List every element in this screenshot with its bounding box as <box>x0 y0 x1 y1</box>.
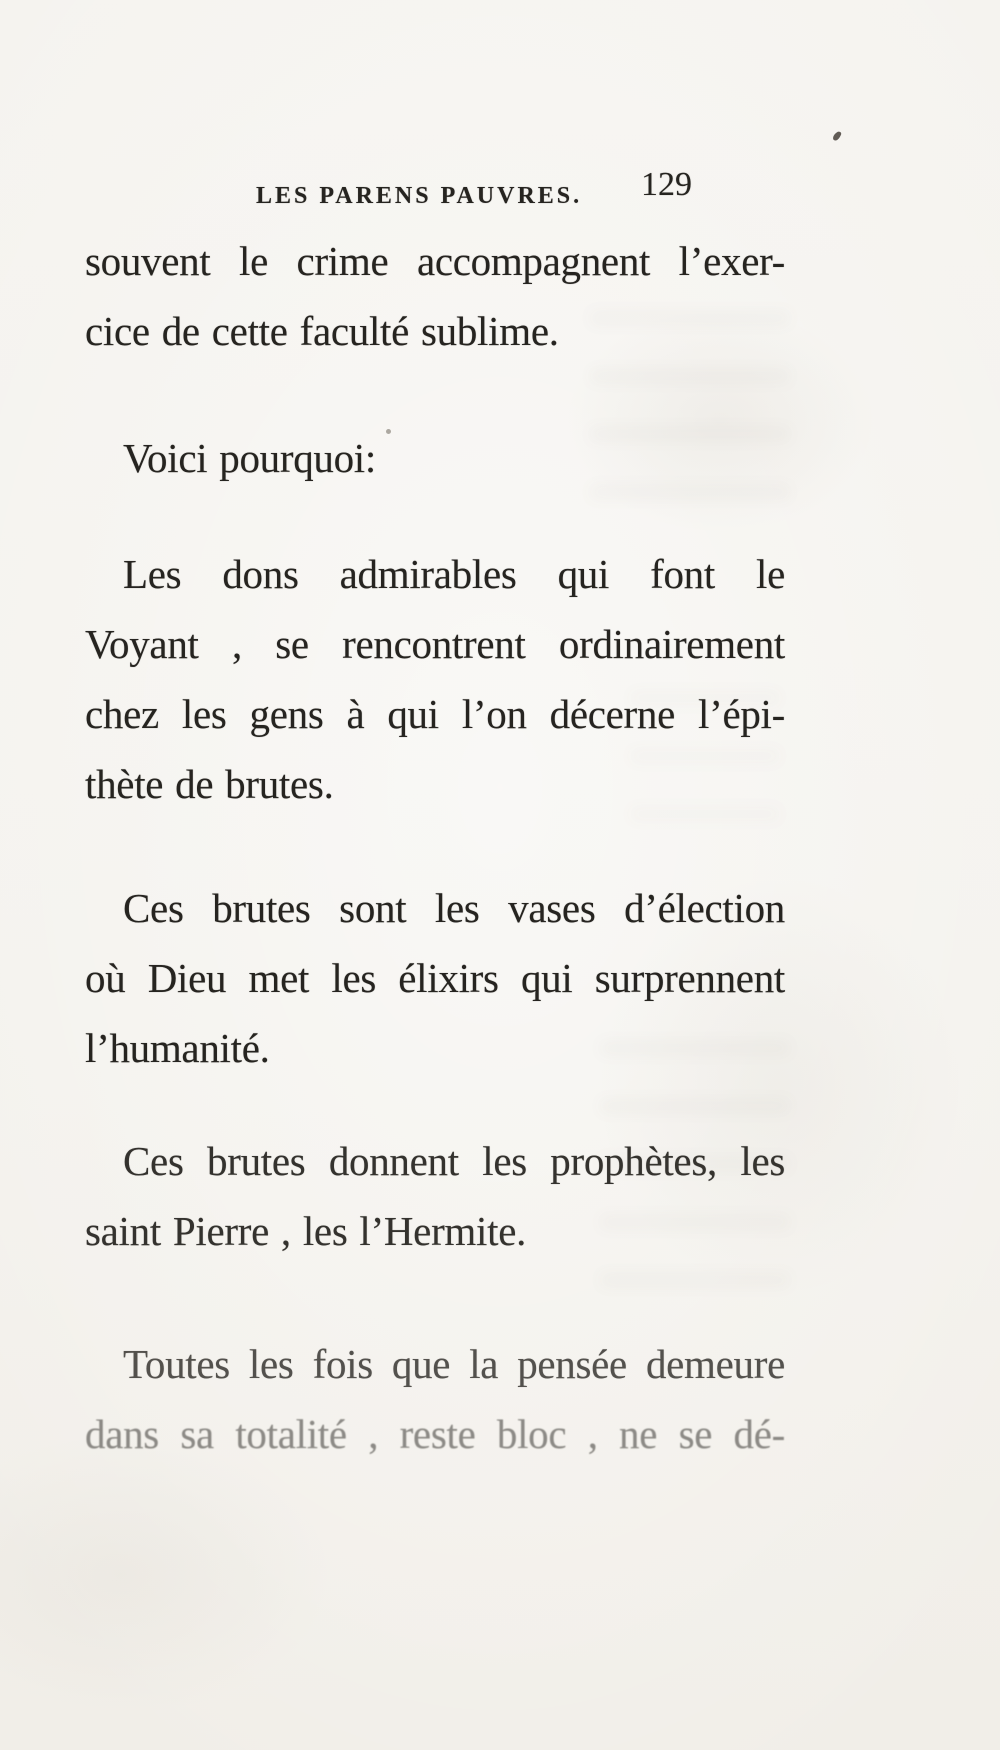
text-line: chez les gens à qui l’on décerne l’épi- <box>85 691 785 737</box>
text-line: Ces brutes sont les vases d’élection <box>123 885 785 931</box>
text-line: souvent le crime accompagnent l’exer- <box>85 238 785 284</box>
text-line: saint Pierre , les l’Hermite. <box>85 1208 527 1254</box>
paragraph-2 <box>85 423 785 493</box>
paragraph-1 <box>85 226 785 366</box>
ink-speck <box>832 130 842 142</box>
paragraph-5 <box>85 1126 785 1266</box>
text-line: Toutes les fois que la pensée demeure <box>123 1341 785 1387</box>
text-line: où Dieu met les élixirs qui surprennent <box>85 955 785 1001</box>
text-line: dans sa totalité , reste bloc , ne se dé- <box>85 1411 785 1457</box>
text-line: l’humanité. <box>85 1025 270 1071</box>
text-line: Les dons admirables qui font le <box>123 551 785 597</box>
text-line: Voici pourquoi: <box>123 435 376 481</box>
page-number: 129 <box>641 166 692 203</box>
paragraph-6 <box>85 1329 785 1469</box>
ink-speck <box>386 429 391 434</box>
header-title: LES PARENS PAUVRES. <box>256 183 583 209</box>
text-line: thète de brutes. <box>85 761 334 807</box>
text-line: Ces brutes donnent les prophètes, les <box>123 1138 785 1184</box>
text-line: Voyant , se rencontrent ordinairement <box>85 621 785 667</box>
text-line: cice de cette faculté sublime. <box>85 308 559 354</box>
paragraph-3 <box>85 539 785 819</box>
paragraph-4 <box>85 873 785 1083</box>
